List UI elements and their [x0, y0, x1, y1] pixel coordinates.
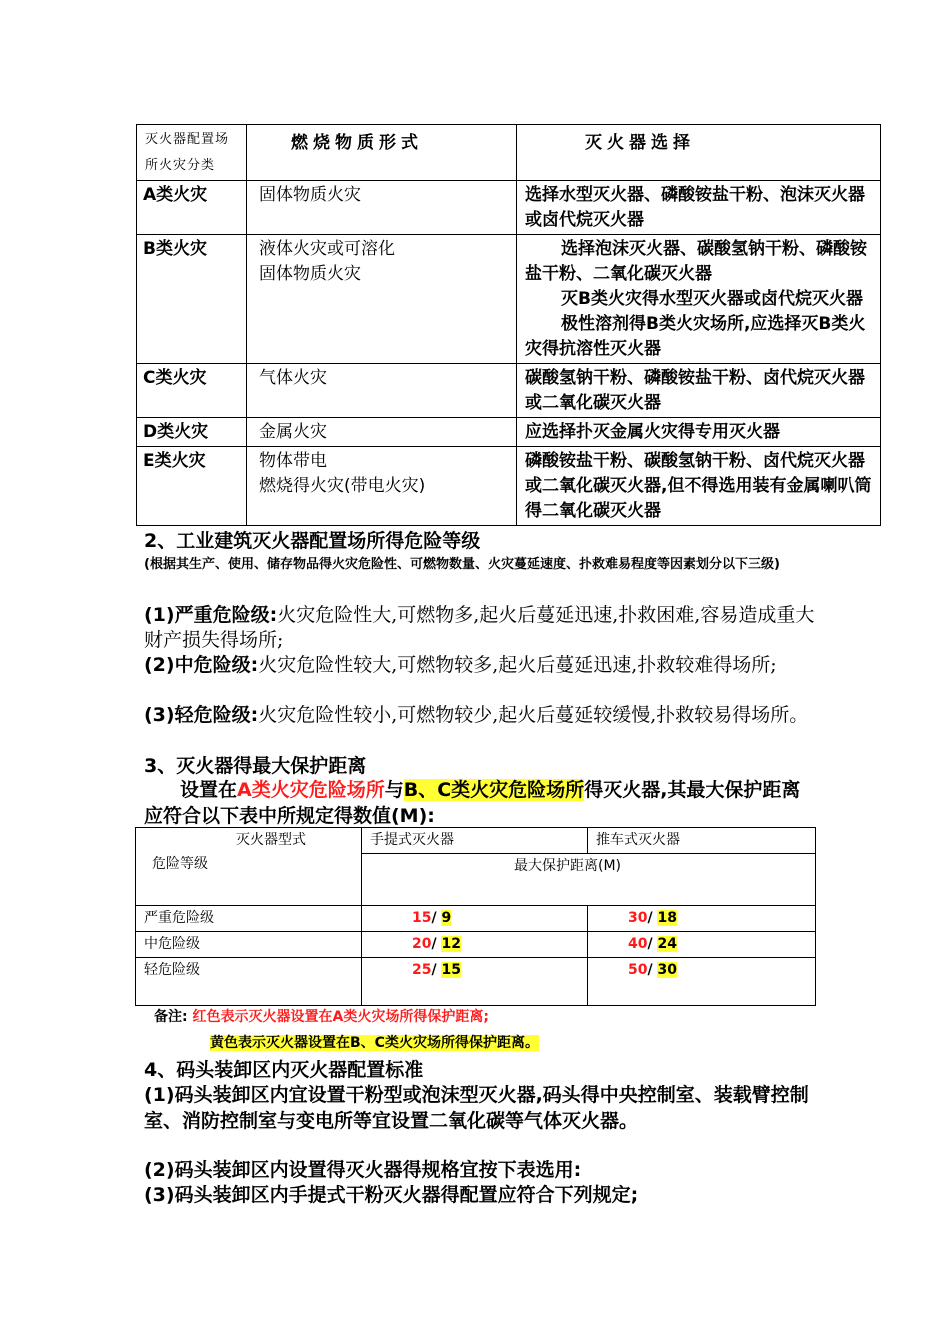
table-row [137, 418, 881, 447]
fire-class-c: C类火灾 [137, 364, 247, 418]
section4-item-3: (3)码头装卸区内手提式干粉灭火器得配置应符合下列规定; [144, 1184, 639, 1206]
table-header-row [136, 828, 816, 854]
choice-c: 碳酸氢钠干粉、磷酸铵盐干粉、卤代烷灭火器或二氧化碳灭火器 [517, 364, 881, 418]
choice-b-line: 极性溶剂得B类火灾场所,应选择灭B类火灾得抗溶性灭火器 [525, 314, 866, 359]
table-row [136, 958, 816, 1006]
choice-a: 选择水型灭火器、磷酸铵盐干粉、泡沫灭火器或卤代烷灭火器 [517, 181, 881, 235]
level-medium: 中危险级 [136, 932, 362, 958]
header-portable: 手提式灭火器 [362, 828, 588, 854]
table-header-row [137, 125, 881, 181]
level-light: 轻危险级 [136, 958, 362, 1006]
section4-item-1: (1)码头装卸区内宜设置干粉型或泡沫型灭火器,码头得中央控制室、装载臂控制室、消防控制室与变电所等宜设置二氧化碳等气体灭火器。 [144, 1084, 809, 1132]
level-severe: 严重危险级 [136, 906, 362, 932]
hazard-level-medium: (2)中危险级:火灾危险性较大,可燃物较多,起火后蔓延迅速,扑救较难得场所; [144, 654, 777, 676]
choice-b-line: 灭B类火灾得水型灭火器或卤代烷灭火器 [561, 289, 863, 309]
subheader-max-distance: 最大保护距离(M) [362, 854, 816, 906]
protection-distance-table [135, 827, 816, 1006]
portable-light: 25/ 15 [362, 958, 588, 1006]
table-row [137, 447, 881, 526]
section3-paragraph: 设置在A类火灾危险场所与B、C类火灾危险场所得灭火器,其最大保护距离应符合以下表中所规定得数值(M): [144, 779, 801, 827]
choice-b [517, 235, 881, 364]
fire-class-table [136, 124, 881, 526]
remark-yellow-line: 黄色表示灭火器设置在B、C类火灾场所得保护距离。 [210, 1035, 539, 1051]
fire-class-d: D类火灾 [137, 418, 247, 447]
fire-class-e: E类火灾 [137, 447, 247, 526]
fire-class-b: B类火灾 [137, 235, 247, 364]
cart-severe: 30/ 18 [588, 906, 816, 932]
material-e [247, 447, 517, 526]
table-row [137, 235, 881, 364]
section2-note: (根据其生产、使用、储存物品得火灾危险性、可燃物数量、火灾蔓延速度、扑救难易程度等因素划分以下三级) [144, 557, 780, 572]
material-c: 气体火灾 [247, 364, 517, 418]
choice-e: 磷酸铵盐干粉、碳酸氢钠干粉、卤代烷灭火器或二氧化碳灭火器,但不得选用装有金属喇叭筒得二氧化碳灭火器 [517, 447, 881, 526]
header-cart: 推车式灭火器 [588, 828, 816, 854]
corner-header-top: 灭火器型式 [236, 832, 306, 848]
material-e-line: 燃烧得火灾(带电火灾) [259, 476, 426, 496]
material-a: 固体物质火灾 [247, 181, 517, 235]
choice-b-line: 选择泡沫灭火器、碳酸氢钠干粉、磷酸铵盐干粉、二氧化碳灭火器 [525, 239, 867, 284]
section4-item-2: (2)码头装卸区内设置得灭火器得规格宜按下表选用: [144, 1159, 582, 1181]
section3-title: 3、灭火器得最大保护距离 [144, 755, 367, 777]
header-fire-classification: 灭火器配置场所火灾分类 [137, 125, 247, 181]
material-b-line: 固体物质火灾 [259, 264, 361, 284]
corner-header-bottom: 危险等级 [152, 856, 208, 872]
header-extinguisher-choice: 灭火器选择 [517, 125, 881, 181]
cart-medium: 40/ 24 [588, 932, 816, 958]
table-row [136, 906, 816, 932]
table-row [136, 932, 816, 958]
hazard-level-light: (3)轻危险级:火灾危险性较小,可燃物较少,起火后蔓延较缓慢,扑救较易得场所。 [144, 704, 809, 726]
material-b [247, 235, 517, 364]
fire-class-a: A类火灾 [137, 181, 247, 235]
header-burning-material: 燃烧物质形式 [247, 125, 517, 181]
material-e-line: 物体带电 [259, 451, 327, 471]
corner-header [136, 828, 362, 906]
cart-light: 50/ 30 [588, 958, 816, 1006]
remark-red-line: 备注: 红色表示灭火器设置在A类火灾场所得保护距离; [154, 1009, 489, 1025]
material-b-line: 液体火灾或可溶化 [259, 239, 395, 259]
section4-title: 4、码头装卸区内灭火器配置标准 [144, 1059, 424, 1081]
hazard-level-severe: (1)严重危险级:火灾危险性大,可燃物多,起火后蔓延迅速,扑救困难,容易造成重大财产损失得场所; [144, 604, 815, 651]
portable-medium: 20/ 12 [362, 932, 588, 958]
choice-d: 应选择扑灭金属火灾得专用灭火器 [517, 418, 881, 447]
table-row [137, 364, 881, 418]
table-row [137, 181, 881, 235]
section2-title: 2、工业建筑灭火器配置场所得危险等级 [144, 530, 481, 552]
material-d: 金属火灾 [247, 418, 517, 447]
portable-severe: 15/ 9 [362, 906, 588, 932]
